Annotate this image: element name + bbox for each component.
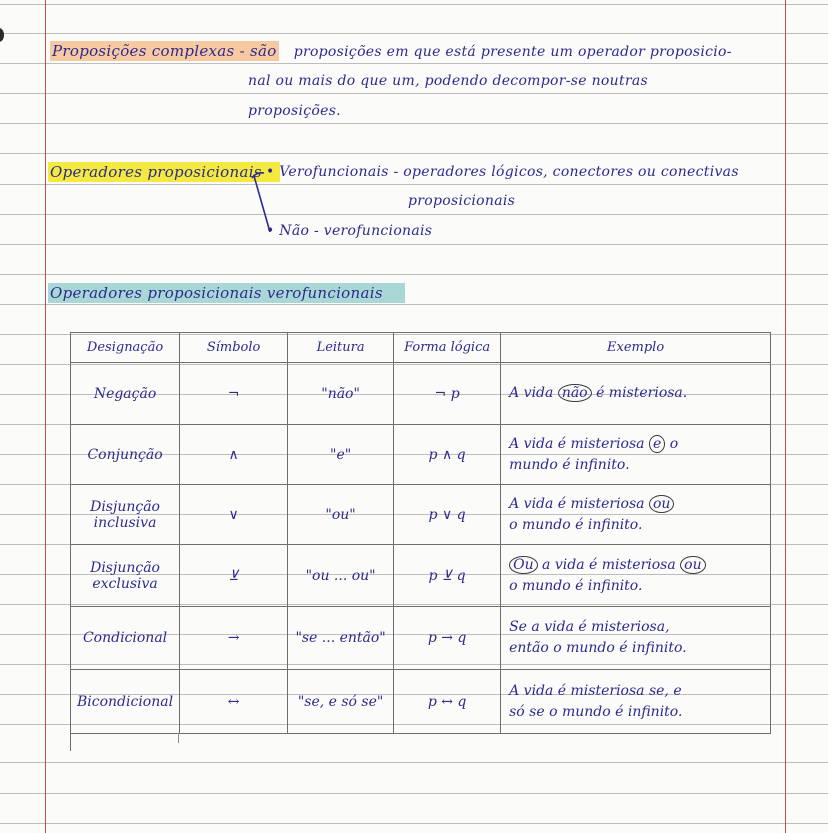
section1-definition-line3: proposições. [248, 103, 341, 119]
section1-line1 [50, 42, 732, 60]
table-row [71, 545, 771, 607]
ruled-line [0, 33, 828, 34]
ruled-line [0, 63, 828, 64]
cell-designacao: Disjunção inclusiva [71, 485, 180, 545]
exemplo-line2: o mundo é infinito. [509, 577, 643, 594]
right-margin-line [785, 0, 786, 833]
section1-definition-line2: nal ou mais do que um, podendo decompor-se noutras [248, 73, 648, 89]
cell-forma: p ↔ q [394, 670, 501, 734]
cell-forma: p ⊻ q [394, 545, 501, 607]
section2-branch1-line2: proposicionais [408, 193, 516, 209]
ruled-line [0, 93, 828, 94]
cell-simbolo: ¬ [180, 363, 288, 425]
table-row [71, 485, 771, 545]
header-leitura: Leitura [288, 333, 394, 363]
cell-leitura: "se, e só se" [288, 670, 394, 734]
cell-forma: p → q [394, 607, 501, 670]
section2-term-highlight: Operadores proposicionais [48, 162, 280, 182]
header-forma-logica: Forma lógica [394, 333, 501, 363]
exemplo-line1 [509, 494, 764, 515]
ruled-line [0, 184, 828, 185]
ruled-line [0, 153, 828, 154]
cell-designacao: Conjunção [71, 425, 180, 485]
exemplo-line1 [509, 555, 764, 576]
ruled-line [0, 793, 828, 794]
section3-title [48, 284, 405, 302]
exemplo-text: A vida [509, 385, 554, 401]
ruled-line [0, 214, 828, 215]
cell-leitura: "se ... então" [288, 607, 394, 670]
cell-leitura: "não" [288, 363, 394, 425]
cell-simbolo: ⊻ [180, 545, 288, 607]
section2-branch2: • Não - verofuncionais [266, 223, 433, 239]
cell-exemplo [501, 545, 771, 607]
cell-designacao: Condicional [71, 607, 180, 670]
exemplo-text: é misteriosa. [596, 385, 688, 401]
table-overhang-line [178, 733, 179, 743]
ruled-line [0, 304, 828, 305]
exemplo-line2: então o mundo é infinito. [509, 640, 687, 656]
exemplo-line2: só se o mundo é infinito. [509, 703, 683, 720]
table-header-row [71, 333, 771, 363]
circled-word: Ou [509, 556, 538, 574]
exemplo-line2: mundo é infinito. [509, 456, 630, 473]
section3-title-highlight: Operadores proposicionais verofuncionais [48, 283, 405, 303]
circled-word: não [558, 384, 592, 402]
exemplo-line1 [509, 434, 764, 455]
exemplo-line1: Se a vida é misteriosa, [509, 619, 670, 635]
exemplo-line1: A vida é misteriosa se, e [509, 682, 682, 699]
cell-exemplo [501, 363, 771, 425]
cell-leitura: "e" [288, 425, 394, 485]
circled-word: e [649, 435, 665, 453]
cell-designacao: Bicondicional [71, 670, 180, 734]
header-simbolo: Símbolo [180, 333, 288, 363]
exemplo-text: o [669, 435, 679, 452]
cell-exemplo [501, 607, 771, 670]
ruled-line [0, 244, 828, 245]
operators-table [70, 332, 771, 734]
table-row [71, 607, 771, 670]
ruled-line [0, 4, 828, 5]
table-row [71, 670, 771, 734]
cell-exemplo [501, 485, 771, 545]
cell-exemplo [501, 425, 771, 485]
header-designacao: Designação [71, 333, 180, 363]
ruled-line [0, 823, 828, 824]
cell-leitura: "ou ... ou" [288, 545, 394, 607]
cell-simbolo: → [180, 607, 288, 670]
header-exemplo: Exemplo [501, 333, 771, 363]
section2-branch1-line1: • Verofuncionais - operadores lógicos, conectores ou conectivas [266, 164, 739, 180]
cell-forma: p ∨ q [394, 485, 501, 545]
exemplo-text: a vida é misteriosa [542, 556, 676, 573]
cell-designacao: Disjunção exclusiva [71, 545, 180, 607]
binder-hole [0, 28, 4, 42]
cell-designacao: Negação [71, 363, 180, 425]
exemplo-line2: o mundo é infinito. [509, 516, 643, 533]
table-row [71, 363, 771, 425]
exemplo-text: A vida é misteriosa [509, 495, 645, 512]
section1-definition-line1: proposições em que está presente um operador proposicio- [293, 44, 732, 60]
circled-word: ou [649, 495, 674, 513]
exemplo-text: A vida é misteriosa [509, 435, 645, 452]
ruled-line [0, 274, 828, 275]
ruled-line [0, 123, 828, 124]
cell-leitura: "ou" [288, 485, 394, 545]
cell-simbolo: ∨ [180, 485, 288, 545]
cell-forma: p ∧ q [394, 425, 501, 485]
left-margin-line [45, 0, 46, 833]
cell-simbolo: ↔ [180, 670, 288, 734]
circled-word: ou [680, 556, 705, 574]
section1-term-highlight: Proposições complexas - são [52, 42, 277, 60]
cell-exemplo [501, 670, 771, 734]
table-row [71, 425, 771, 485]
cell-forma: ¬ p [394, 363, 501, 425]
cell-simbolo: ∧ [180, 425, 288, 485]
table-overhang-line [70, 733, 71, 751]
section2-term [48, 163, 280, 181]
ruled-line [0, 762, 828, 763]
